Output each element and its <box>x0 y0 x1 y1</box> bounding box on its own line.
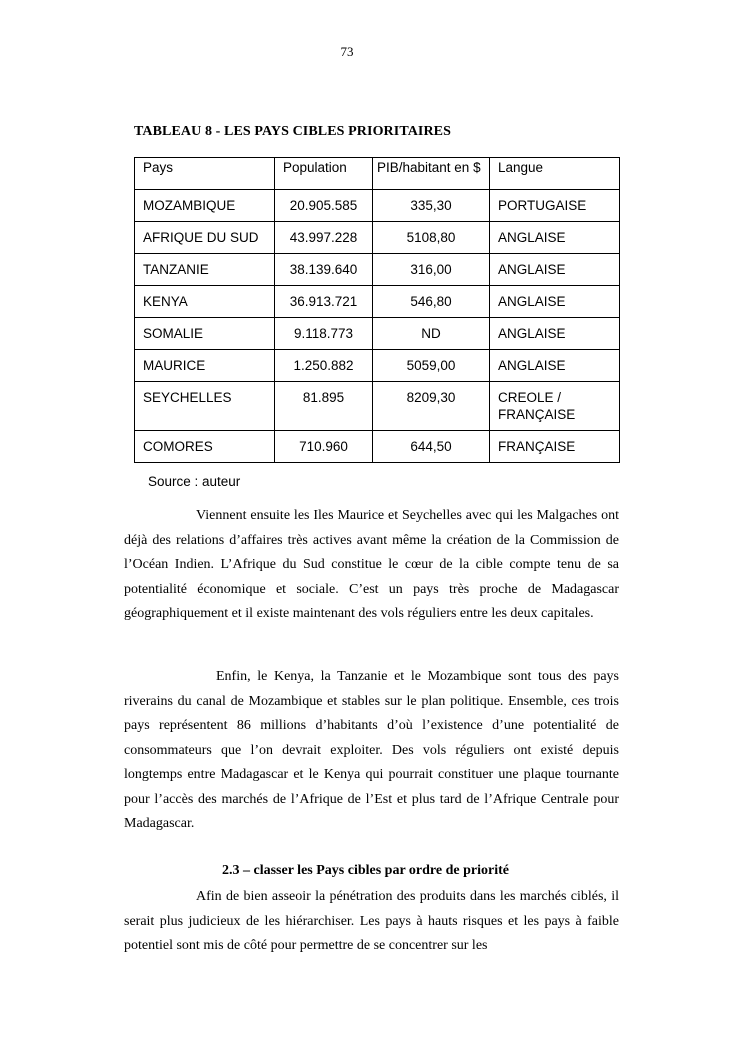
table-row <box>135 190 620 222</box>
table-source: Source : auteur <box>148 474 241 489</box>
cell-gdp: 316,00 <box>373 254 490 286</box>
cell-country: MAURICE <box>135 350 275 382</box>
paragraph-1: Viennent ensuite les Iles Maurice et Seychelles avec qui les Malgaches ont déjà des relations d’affaires très actives avant même la création de la Commission de l’Océan Indien. L’Afrique du Sud constitue le cœur de la cible compte tenu de sa potentialité économique et sociale. C’est un pays très proche de Madagascar géographiquement et il existe maintenant des vols réguliers entre les deux capitales. <box>124 508 619 621</box>
cell-population: 20.905.585 <box>275 190 373 222</box>
paragraph-2: Enfin, le Kenya, la Tanzanie et le Mozambique sont tous des pays riverains du canal de Mozambique et stables sur le plan politique. Ensemble, ces trois pays représentent 86 millions d’habitants d’où l’existence d’une potentialité de consommateurs que l’on devrait exploiter. Des vols réguliers ont existé depuis longtemps entre Madagascar et le Kenya qui pourrait constituer une plaque tournante pour l’accès des marchés de l’Afrique de l’Est et plus tard de l’Afrique Centrale pour Madagascar. <box>124 669 619 831</box>
section-heading: 2.3 – classer les Pays cibles par ordre de priorité <box>222 863 509 878</box>
cell-population: 81.895 <box>275 382 373 431</box>
cell-population: 43.997.228 <box>275 222 373 254</box>
table-row <box>135 222 620 254</box>
cell-language: PORTUGAISE <box>490 190 620 222</box>
cell-country: TANZANIE <box>135 254 275 286</box>
cell-gdp: 546,80 <box>373 286 490 318</box>
cell-language: ANGLAISE <box>490 222 620 254</box>
table-row <box>135 350 620 382</box>
cell-country: MOZAMBIQUE <box>135 190 275 222</box>
table-header-row <box>135 158 620 190</box>
cell-country: SEYCHELLES <box>135 382 275 431</box>
cell-language: CREOLE / FRANÇAISE <box>490 382 620 431</box>
header-population: Population <box>275 158 373 190</box>
cell-language: ANGLAISE <box>490 350 620 382</box>
cell-country: SOMALIE <box>135 318 275 350</box>
cell-population: 1.250.882 <box>275 350 373 382</box>
table-row <box>135 431 620 463</box>
cell-population: 9.118.773 <box>275 318 373 350</box>
cell-population: 36.913.721 <box>275 286 373 318</box>
table-row <box>135 254 620 286</box>
cell-gdp: 335,30 <box>373 190 490 222</box>
header-langue: Langue <box>490 158 620 190</box>
cell-language: ANGLAISE <box>490 254 620 286</box>
header-pib: PIB/habitant en $ <box>373 158 490 190</box>
cell-language: ANGLAISE <box>490 318 620 350</box>
cell-gdp: 5108,80 <box>373 222 490 254</box>
table-caption: TABLEAU 8 - LES PAYS CIBLES PRIORITAIRES <box>134 124 452 139</box>
cell-country: AFRIQUE DU SUD <box>135 222 275 254</box>
priority-countries-table <box>134 157 620 463</box>
cell-population: 38.139.640 <box>275 254 373 286</box>
cell-gdp: ND <box>373 318 490 350</box>
cell-gdp: 8209,30 <box>373 382 490 431</box>
cell-gdp: 5059,00 <box>373 350 490 382</box>
cell-gdp: 644,50 <box>373 431 490 463</box>
cell-language: ANGLAISE <box>490 286 620 318</box>
table-row <box>135 382 620 431</box>
cell-language: FRANÇAISE <box>490 431 620 463</box>
page-number: 73 <box>340 44 354 59</box>
table-row <box>135 286 620 318</box>
cell-country: COMORES <box>135 431 275 463</box>
header-pays: Pays <box>135 158 275 190</box>
cell-country: KENYA <box>135 286 275 318</box>
cell-population: 710.960 <box>275 431 373 463</box>
table-row <box>135 318 620 350</box>
paragraph-3: Afin de bien asseoir la pénétration des produits dans les marchés ciblés, il serait plus judicieux de les hiérarchiser. Les pays à hauts risques et les pays à faible potentiel sont mis de côté pour permettre de se concentrer sur les <box>124 889 619 953</box>
